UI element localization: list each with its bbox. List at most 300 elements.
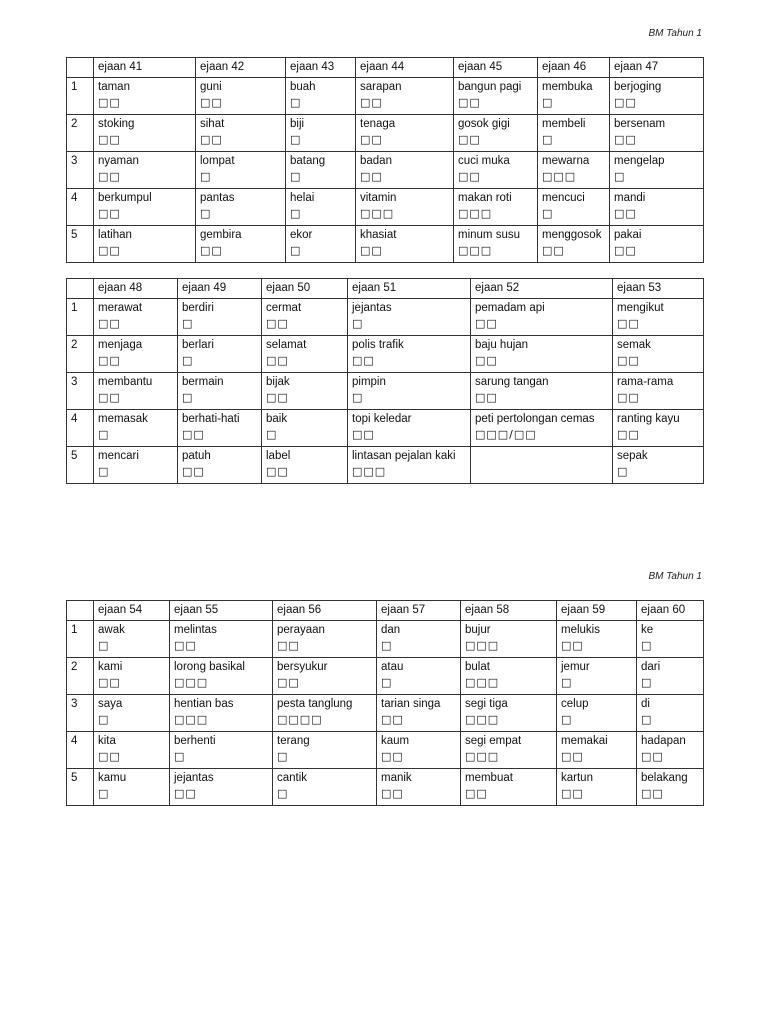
vocab-cell bbox=[94, 769, 170, 806]
translation-glyphs: □□□ bbox=[174, 676, 209, 689]
row-number bbox=[67, 695, 94, 732]
vocab-word: di bbox=[641, 698, 650, 710]
translation-glyphs: □□ bbox=[561, 750, 584, 763]
row-number bbox=[67, 410, 94, 447]
vocab-cell bbox=[454, 115, 538, 152]
vocab-cell bbox=[286, 78, 356, 115]
translation-glyphs: □□□ bbox=[465, 676, 500, 689]
column-header: ejaan 46 bbox=[538, 58, 610, 78]
vocab-word: bersenam bbox=[614, 118, 666, 130]
translation-glyphs: □□ bbox=[360, 244, 383, 257]
vocab-word: membantu bbox=[98, 376, 153, 388]
translation-glyphs: □□ bbox=[641, 750, 664, 763]
translation-glyphs: □□ bbox=[360, 96, 383, 109]
vocab-word: jejantas bbox=[352, 302, 392, 314]
vocab-word: perayaan bbox=[277, 624, 325, 636]
column-header: ejaan 49 bbox=[178, 279, 262, 299]
vocab-word: sepak bbox=[617, 450, 648, 462]
translation-glyphs: □□ bbox=[182, 428, 205, 441]
translation-glyphs: □□ bbox=[266, 465, 289, 478]
translation-glyphs: □□□/□□ bbox=[475, 428, 537, 441]
column-header: ejaan 42 bbox=[196, 58, 286, 78]
vocab-cell bbox=[557, 769, 637, 806]
vocab-word: membuat bbox=[465, 772, 513, 784]
vocab-cell bbox=[348, 299, 471, 336]
vocab-cell bbox=[538, 152, 610, 189]
translation-glyphs: □ bbox=[290, 133, 302, 146]
translation-glyphs: □□□ bbox=[465, 639, 500, 652]
vocab-cell bbox=[637, 695, 704, 732]
vocab-cell bbox=[348, 336, 471, 373]
vocab-word: buah bbox=[290, 81, 316, 93]
vocab-cell bbox=[178, 410, 262, 447]
vocab-word: helai bbox=[290, 192, 315, 204]
vocab-cell bbox=[170, 769, 273, 806]
spelling-table-54-60 bbox=[66, 600, 704, 806]
vocab-cell bbox=[94, 299, 178, 336]
vocab-cell bbox=[273, 769, 377, 806]
row-number-header bbox=[67, 279, 94, 299]
translation-glyphs: □□ bbox=[542, 244, 565, 257]
translation-glyphs: □□ bbox=[266, 391, 289, 404]
translation-glyphs: □ bbox=[182, 391, 194, 404]
row-number bbox=[67, 152, 94, 189]
translation-glyphs: □□ bbox=[614, 207, 637, 220]
translation-glyphs: □ bbox=[561, 713, 573, 726]
vocab-word: topi keledar bbox=[352, 413, 412, 425]
table-row bbox=[67, 410, 704, 447]
vocab-cell bbox=[613, 373, 704, 410]
vocab-cell bbox=[94, 226, 196, 263]
translation-glyphs: □ bbox=[98, 465, 110, 478]
vocab-cell bbox=[377, 621, 461, 658]
vocab-cell bbox=[454, 189, 538, 226]
translation-glyphs: □ bbox=[290, 207, 302, 220]
vocab-cell bbox=[613, 299, 704, 336]
vocab-cell bbox=[286, 152, 356, 189]
vocab-word: mengikut bbox=[617, 302, 664, 314]
vocab-cell bbox=[356, 226, 454, 263]
translation-glyphs: □□ bbox=[352, 354, 375, 367]
translation-glyphs: □□□ bbox=[458, 207, 493, 220]
translation-glyphs: □□ bbox=[98, 170, 121, 183]
translation-glyphs: □□ bbox=[174, 787, 197, 800]
vocab-word: pemadam api bbox=[475, 302, 545, 314]
translation-glyphs: □□ bbox=[617, 391, 640, 404]
table-row bbox=[67, 373, 704, 410]
vocab-word: gembira bbox=[200, 229, 242, 241]
translation-glyphs: □□□ bbox=[542, 170, 577, 183]
vocab-cell bbox=[538, 115, 610, 152]
row-number-header bbox=[67, 601, 94, 621]
vocab-word: khasiat bbox=[360, 229, 397, 241]
vocab-word: berlari bbox=[182, 339, 214, 351]
vocab-word: minum susu bbox=[458, 229, 520, 241]
vocab-word: sarung tangan bbox=[475, 376, 549, 388]
vocab-word: mencari bbox=[98, 450, 139, 462]
vocab-cell bbox=[610, 115, 704, 152]
row-number-label: 3 bbox=[71, 698, 78, 710]
translation-glyphs: □□ bbox=[98, 354, 121, 367]
vocab-cell bbox=[94, 621, 170, 658]
vocab-cell bbox=[356, 152, 454, 189]
vocab-word: nyaman bbox=[98, 155, 139, 167]
vocab-word: terang bbox=[277, 735, 310, 747]
vocab-word: ranting kayu bbox=[617, 413, 680, 425]
translation-glyphs: □ bbox=[290, 96, 302, 109]
vocab-word: vitamin bbox=[360, 192, 397, 204]
vocab-cell bbox=[348, 447, 471, 484]
translation-glyphs: □ bbox=[290, 244, 302, 257]
vocab-word: belakang bbox=[641, 772, 688, 784]
table-row bbox=[67, 695, 704, 732]
row-number bbox=[67, 658, 94, 695]
vocab-cell bbox=[94, 336, 178, 373]
row-number bbox=[67, 78, 94, 115]
vocab-word: menjaga bbox=[98, 339, 143, 351]
translation-glyphs: □□ bbox=[561, 639, 584, 652]
translation-glyphs: □□ bbox=[381, 713, 404, 726]
column-header: ejaan 59 bbox=[557, 601, 637, 621]
vocab-word: kaum bbox=[381, 735, 410, 747]
column-header: ejaan 47 bbox=[610, 58, 704, 78]
vocab-word: pantas bbox=[200, 192, 235, 204]
translation-glyphs: □ bbox=[641, 713, 653, 726]
translation-glyphs: □ bbox=[200, 170, 212, 183]
vocab-cell bbox=[196, 152, 286, 189]
row-number-label: 5 bbox=[71, 229, 78, 241]
vocab-cell bbox=[94, 410, 178, 447]
column-header: ejaan 52 bbox=[471, 279, 613, 299]
vocab-word: awak bbox=[98, 624, 125, 636]
vocab-word: patuh bbox=[182, 450, 211, 462]
table-row bbox=[67, 336, 704, 373]
vocab-word: celup bbox=[561, 698, 589, 710]
vocab-word: bulat bbox=[465, 661, 490, 673]
vocab-cell bbox=[94, 152, 196, 189]
vocab-word: lintasan pejalan kaki bbox=[352, 450, 456, 462]
vocab-word: berhati-hati bbox=[182, 413, 240, 425]
row-number-label: 1 bbox=[71, 624, 78, 636]
row-number-label: 2 bbox=[71, 118, 78, 130]
vocab-cell bbox=[196, 189, 286, 226]
translation-glyphs: □□ bbox=[381, 750, 404, 763]
vocab-cell bbox=[613, 336, 704, 373]
vocab-cell bbox=[454, 152, 538, 189]
vocab-word: mengelap bbox=[614, 155, 665, 167]
column-header: ejaan 54 bbox=[94, 601, 170, 621]
translation-glyphs: □ bbox=[352, 317, 364, 330]
translation-glyphs: □ bbox=[542, 133, 554, 146]
vocab-cell bbox=[377, 658, 461, 695]
translation-glyphs: □□ bbox=[98, 96, 121, 109]
vocab-cell bbox=[94, 115, 196, 152]
page-header-label: BM Tahun 1 bbox=[648, 571, 702, 582]
vocab-word: cantik bbox=[277, 772, 308, 784]
column-header: ejaan 60 bbox=[637, 601, 704, 621]
translation-glyphs: □ bbox=[174, 750, 186, 763]
translation-glyphs: □□ bbox=[200, 244, 223, 257]
vocab-cell bbox=[94, 373, 178, 410]
vocab-word: sarapan bbox=[360, 81, 402, 93]
row-number bbox=[67, 189, 94, 226]
column-header: ejaan 56 bbox=[273, 601, 377, 621]
translation-glyphs: □ bbox=[200, 207, 212, 220]
translation-glyphs: □□ bbox=[182, 465, 205, 478]
table-row bbox=[67, 189, 704, 226]
table-row bbox=[67, 621, 704, 658]
translation-glyphs: □□ bbox=[381, 787, 404, 800]
table-row bbox=[67, 732, 704, 769]
vocab-cell bbox=[262, 373, 348, 410]
row-number bbox=[67, 732, 94, 769]
translation-glyphs: □□ bbox=[465, 787, 488, 800]
vocab-word: segi tiga bbox=[465, 698, 508, 710]
translation-glyphs: □□ bbox=[561, 787, 584, 800]
translation-glyphs: □□ bbox=[174, 639, 197, 652]
translation-glyphs: □□ bbox=[277, 676, 300, 689]
column-header: ejaan 41 bbox=[94, 58, 196, 78]
translation-glyphs: □ bbox=[182, 354, 194, 367]
vocab-cell bbox=[356, 115, 454, 152]
vocab-word: berjoging bbox=[614, 81, 662, 93]
spelling-table-41-47 bbox=[66, 57, 704, 263]
column-header: ejaan 53 bbox=[613, 279, 704, 299]
row-number-label: 3 bbox=[71, 155, 78, 167]
column-header: ejaan 45 bbox=[454, 58, 538, 78]
translation-glyphs: □ bbox=[542, 207, 554, 220]
translation-glyphs: □□□ bbox=[174, 713, 209, 726]
translation-glyphs: □□ bbox=[458, 96, 481, 109]
vocab-cell bbox=[461, 621, 557, 658]
vocab-word: melukis bbox=[561, 624, 600, 636]
vocab-word: bermain bbox=[182, 376, 224, 388]
translation-glyphs: □ bbox=[98, 428, 110, 441]
translation-glyphs: □□ bbox=[475, 317, 498, 330]
vocab-word: tenaga bbox=[360, 118, 396, 130]
vocab-cell bbox=[613, 447, 704, 484]
column-header: ejaan 43 bbox=[286, 58, 356, 78]
vocab-word: manik bbox=[381, 772, 412, 784]
vocab-cell bbox=[610, 189, 704, 226]
vocab-word: mandi bbox=[614, 192, 646, 204]
vocab-word: selamat bbox=[266, 339, 307, 351]
table-row bbox=[67, 226, 704, 263]
vocab-word: rama-rama bbox=[617, 376, 674, 388]
vocab-cell bbox=[348, 410, 471, 447]
vocab-cell bbox=[557, 732, 637, 769]
vocab-cell bbox=[94, 658, 170, 695]
table-row bbox=[67, 299, 704, 336]
vocab-cell bbox=[377, 695, 461, 732]
row-number bbox=[67, 447, 94, 484]
vocab-cell bbox=[94, 732, 170, 769]
vocab-word: semak bbox=[617, 339, 651, 351]
vocab-word: merawat bbox=[98, 302, 143, 314]
vocab-word: berhenti bbox=[174, 735, 216, 747]
vocab-cell bbox=[356, 189, 454, 226]
translation-glyphs: □□ bbox=[98, 133, 121, 146]
vocab-cell bbox=[377, 769, 461, 806]
vocab-cell bbox=[273, 732, 377, 769]
vocab-word: melintas bbox=[174, 624, 217, 636]
table-header-row bbox=[67, 279, 704, 299]
translation-glyphs: □ bbox=[98, 713, 110, 726]
vocab-cell bbox=[471, 299, 613, 336]
vocab-cell bbox=[610, 78, 704, 115]
translation-glyphs: □□ bbox=[458, 133, 481, 146]
vocab-cell bbox=[170, 658, 273, 695]
vocab-cell bbox=[348, 373, 471, 410]
vocab-cell bbox=[538, 226, 610, 263]
vocab-cell bbox=[637, 621, 704, 658]
vocab-word: baik bbox=[266, 413, 288, 425]
vocab-word: hadapan bbox=[641, 735, 686, 747]
vocab-word: dan bbox=[381, 624, 401, 636]
spelling-table-48-53 bbox=[66, 278, 704, 484]
column-header: ejaan 57 bbox=[377, 601, 461, 621]
vocab-word: biji bbox=[290, 118, 305, 130]
row-number-label: 3 bbox=[71, 376, 78, 388]
vocab-cell bbox=[286, 226, 356, 263]
vocab-word: jejantas bbox=[174, 772, 214, 784]
vocab-cell bbox=[170, 695, 273, 732]
translation-glyphs: □ bbox=[277, 787, 289, 800]
vocab-cell bbox=[286, 189, 356, 226]
vocab-cell bbox=[377, 732, 461, 769]
row-number bbox=[67, 621, 94, 658]
vocab-cell bbox=[170, 732, 273, 769]
row-number bbox=[67, 299, 94, 336]
row-number-label: 2 bbox=[71, 661, 78, 673]
table-row bbox=[67, 769, 704, 806]
translation-glyphs: □□□ bbox=[465, 713, 500, 726]
table-header-row bbox=[67, 601, 704, 621]
vocab-word: ke bbox=[641, 624, 654, 636]
vocab-word: cuci muka bbox=[458, 155, 510, 167]
vocab-cell bbox=[262, 410, 348, 447]
translation-glyphs: □□ bbox=[98, 207, 121, 220]
vocab-cell bbox=[273, 695, 377, 732]
vocab-cell bbox=[178, 336, 262, 373]
vocab-cell bbox=[94, 695, 170, 732]
translation-glyphs: □□ bbox=[458, 170, 481, 183]
translation-glyphs: □□ bbox=[266, 354, 289, 367]
translation-glyphs: □□□ bbox=[360, 207, 395, 220]
translation-glyphs: □ bbox=[381, 639, 393, 652]
column-header: ejaan 58 bbox=[461, 601, 557, 621]
column-header: ejaan 44 bbox=[356, 58, 454, 78]
translation-glyphs: □ bbox=[290, 170, 302, 183]
vocab-word: pesta tanglung bbox=[277, 698, 353, 710]
vocab-word: menggosok bbox=[542, 229, 602, 241]
page-header-label: BM Tahun 1 bbox=[648, 28, 702, 39]
translation-glyphs: □□ bbox=[98, 317, 121, 330]
translation-glyphs: □□ bbox=[617, 428, 640, 441]
translation-glyphs: □ bbox=[542, 96, 554, 109]
vocab-word: polis trafik bbox=[352, 339, 404, 351]
translation-glyphs: □□ bbox=[360, 170, 383, 183]
translation-glyphs: □□□ bbox=[465, 750, 500, 763]
translation-glyphs: □□ bbox=[352, 428, 375, 441]
vocab-word: makan roti bbox=[458, 192, 512, 204]
row-number-label: 4 bbox=[71, 735, 78, 747]
vocab-cell bbox=[471, 373, 613, 410]
vocab-cell bbox=[557, 695, 637, 732]
vocab-word: kartun bbox=[561, 772, 593, 784]
translation-glyphs: □□ bbox=[475, 354, 498, 367]
vocab-cell bbox=[262, 447, 348, 484]
translation-glyphs: □□□□ bbox=[277, 713, 323, 726]
vocab-cell bbox=[637, 732, 704, 769]
vocab-word: guni bbox=[200, 81, 222, 93]
translation-glyphs: □ bbox=[641, 676, 653, 689]
vocab-cell bbox=[557, 621, 637, 658]
column-header: ejaan 48 bbox=[94, 279, 178, 299]
vocab-cell bbox=[557, 658, 637, 695]
vocab-word: tarian singa bbox=[381, 698, 441, 710]
vocab-cell bbox=[262, 299, 348, 336]
table-header-row bbox=[67, 58, 704, 78]
translation-glyphs: □□ bbox=[200, 96, 223, 109]
vocab-word: gosok gigi bbox=[458, 118, 510, 130]
column-header: ejaan 51 bbox=[348, 279, 471, 299]
vocab-cell bbox=[610, 226, 704, 263]
translation-glyphs: □ bbox=[277, 750, 289, 763]
translation-glyphs: □□ bbox=[614, 244, 637, 257]
vocab-word: mewarna bbox=[542, 155, 590, 167]
row-number-label: 2 bbox=[71, 339, 78, 351]
table-row bbox=[67, 152, 704, 189]
vocab-cell bbox=[286, 115, 356, 152]
vocab-word: bijak bbox=[266, 376, 290, 388]
translation-glyphs: □□ bbox=[475, 391, 498, 404]
translation-glyphs: □□ bbox=[98, 391, 121, 404]
vocab-cell bbox=[461, 769, 557, 806]
table-row bbox=[67, 447, 704, 484]
vocab-word: membuka bbox=[542, 81, 593, 93]
vocab-cell bbox=[471, 410, 613, 447]
vocab-cell bbox=[94, 447, 178, 484]
vocab-word: berkumpul bbox=[98, 192, 152, 204]
vocab-cell bbox=[196, 226, 286, 263]
vocab-word: hentian bas bbox=[174, 698, 234, 710]
translation-glyphs: □ bbox=[617, 465, 629, 478]
vocab-cell bbox=[356, 78, 454, 115]
vocab-word: cermat bbox=[266, 302, 302, 314]
vocab-cell bbox=[637, 769, 704, 806]
translation-glyphs: □ bbox=[352, 391, 364, 404]
vocab-word: kami bbox=[98, 661, 123, 673]
column-header: ejaan 50 bbox=[262, 279, 348, 299]
vocab-cell bbox=[273, 658, 377, 695]
row-number-label: 5 bbox=[71, 772, 78, 784]
vocab-word: memasak bbox=[98, 413, 148, 425]
vocab-word: memakai bbox=[561, 735, 608, 747]
translation-glyphs: □ bbox=[561, 676, 573, 689]
vocab-word: membeli bbox=[542, 118, 586, 130]
vocab-word: stoking bbox=[98, 118, 135, 130]
vocab-word: dari bbox=[641, 661, 661, 673]
translation-glyphs: □ bbox=[98, 639, 110, 652]
translation-glyphs: □□ bbox=[614, 96, 637, 109]
vocab-cell bbox=[454, 226, 538, 263]
vocab-cell bbox=[538, 189, 610, 226]
vocab-word: pimpin bbox=[352, 376, 386, 388]
vocab-cell bbox=[461, 732, 557, 769]
table-row bbox=[67, 658, 704, 695]
row-number-label: 4 bbox=[71, 192, 78, 204]
